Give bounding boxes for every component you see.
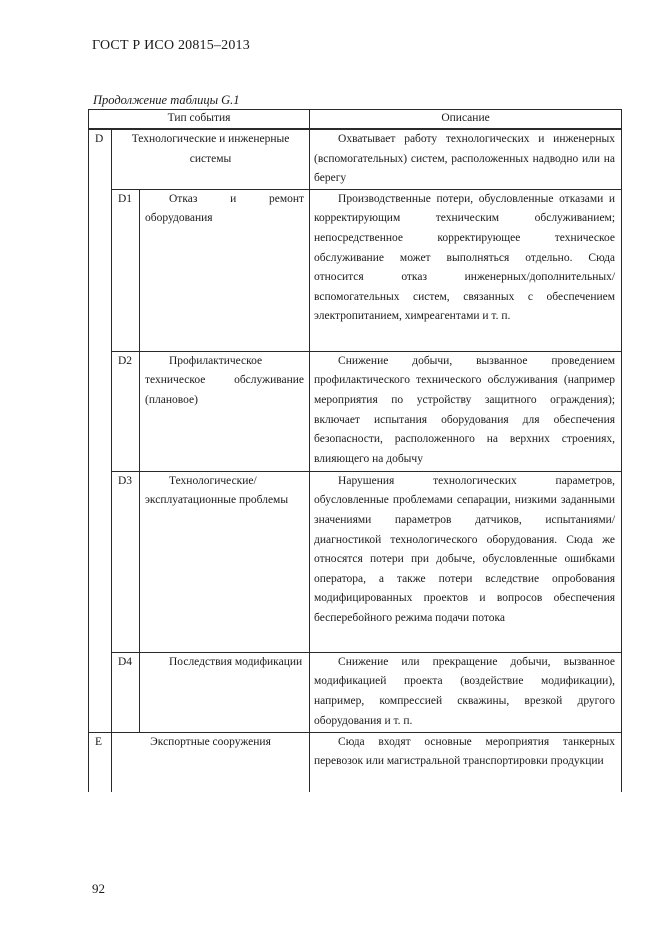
subcategory-description: Производственные потери, обусловленные отказами и корректирующим техническим обслуживанием; непосредственное корректирующее техническое обслуживание может выполняться отдельно. Сюда относится отказ инженерных/дополнительных/вспомогательных систем, связанных с обеспечением электропитанием, химреагентами и т. п. <box>310 189 622 351</box>
header-event-type: Тип события <box>89 110 310 130</box>
table-row <box>89 129 622 189</box>
page-number: 92 <box>92 881 105 896</box>
subcategory-name: Технологические/ эксплуатационные проблемы <box>140 471 310 652</box>
category-code: D <box>89 129 112 732</box>
category-name: Технологические и инженерные системы <box>112 129 310 189</box>
table-row <box>89 652 622 732</box>
table-row <box>89 732 622 792</box>
subcategory-code: D2 <box>112 351 140 471</box>
subcategory-code: D3 <box>112 471 140 652</box>
subcategory-code: D4 <box>112 652 140 732</box>
subcategory-description: Нарушения технологических параметров, обусловленные проблемами сепарации, низкими заданными значениями параметров датчиков, испытаниями/диагностикой технологического оборудования. Сюда же относятся потери при добыче, обусловленные ошибками оператора, а также потери вследствие опробования модифицированных проектов и вопросов обеспечения бесперебойного режима подачи потока <box>310 471 622 652</box>
subcategory-name: Отказ и ремонт оборудования <box>140 189 310 351</box>
subcategory-description: Снижение или прекращение добычи, вызванное модификацией проекта (воздействие модификации), например, компрессией скважины, врезкой другого оборудования и т. п. <box>310 652 622 732</box>
subcategory-name: Последствия модификации <box>140 652 310 732</box>
table-caption: Продолжение таблицы G.1 <box>93 93 240 107</box>
table-row <box>89 471 622 652</box>
event-type-table <box>88 109 622 792</box>
header-description: Описание <box>310 110 622 130</box>
document-header: ГОСТ Р ИСО 20815–2013 <box>92 38 250 53</box>
subcategory-code: D1 <box>112 189 140 351</box>
category-description: Сюда входят основные мероприятия танкерных перевозок или магистральной транспортировки продукции <box>310 732 622 792</box>
subcategory-name: Профилактическое техническое обслуживание (плановое) <box>140 351 310 471</box>
table-header-row <box>89 110 622 130</box>
table-row <box>89 351 622 471</box>
table-row <box>89 189 622 351</box>
subcategory-description: Снижение добычи, вызванное проведением профилактического технического обслуживания (например мероприятия по устройству защитного ограждения); включает испытания оборудования для обеспечения безопасности, расположенного на верхних строениях, влияющего на добычу <box>310 351 622 471</box>
category-name: Экспортные сооружения <box>112 732 310 792</box>
category-code: E <box>89 732 112 792</box>
category-description: Охватывает работу технологических и инженерных (вспомогательных) систем, расположенных надводно или на берегу <box>310 129 622 189</box>
